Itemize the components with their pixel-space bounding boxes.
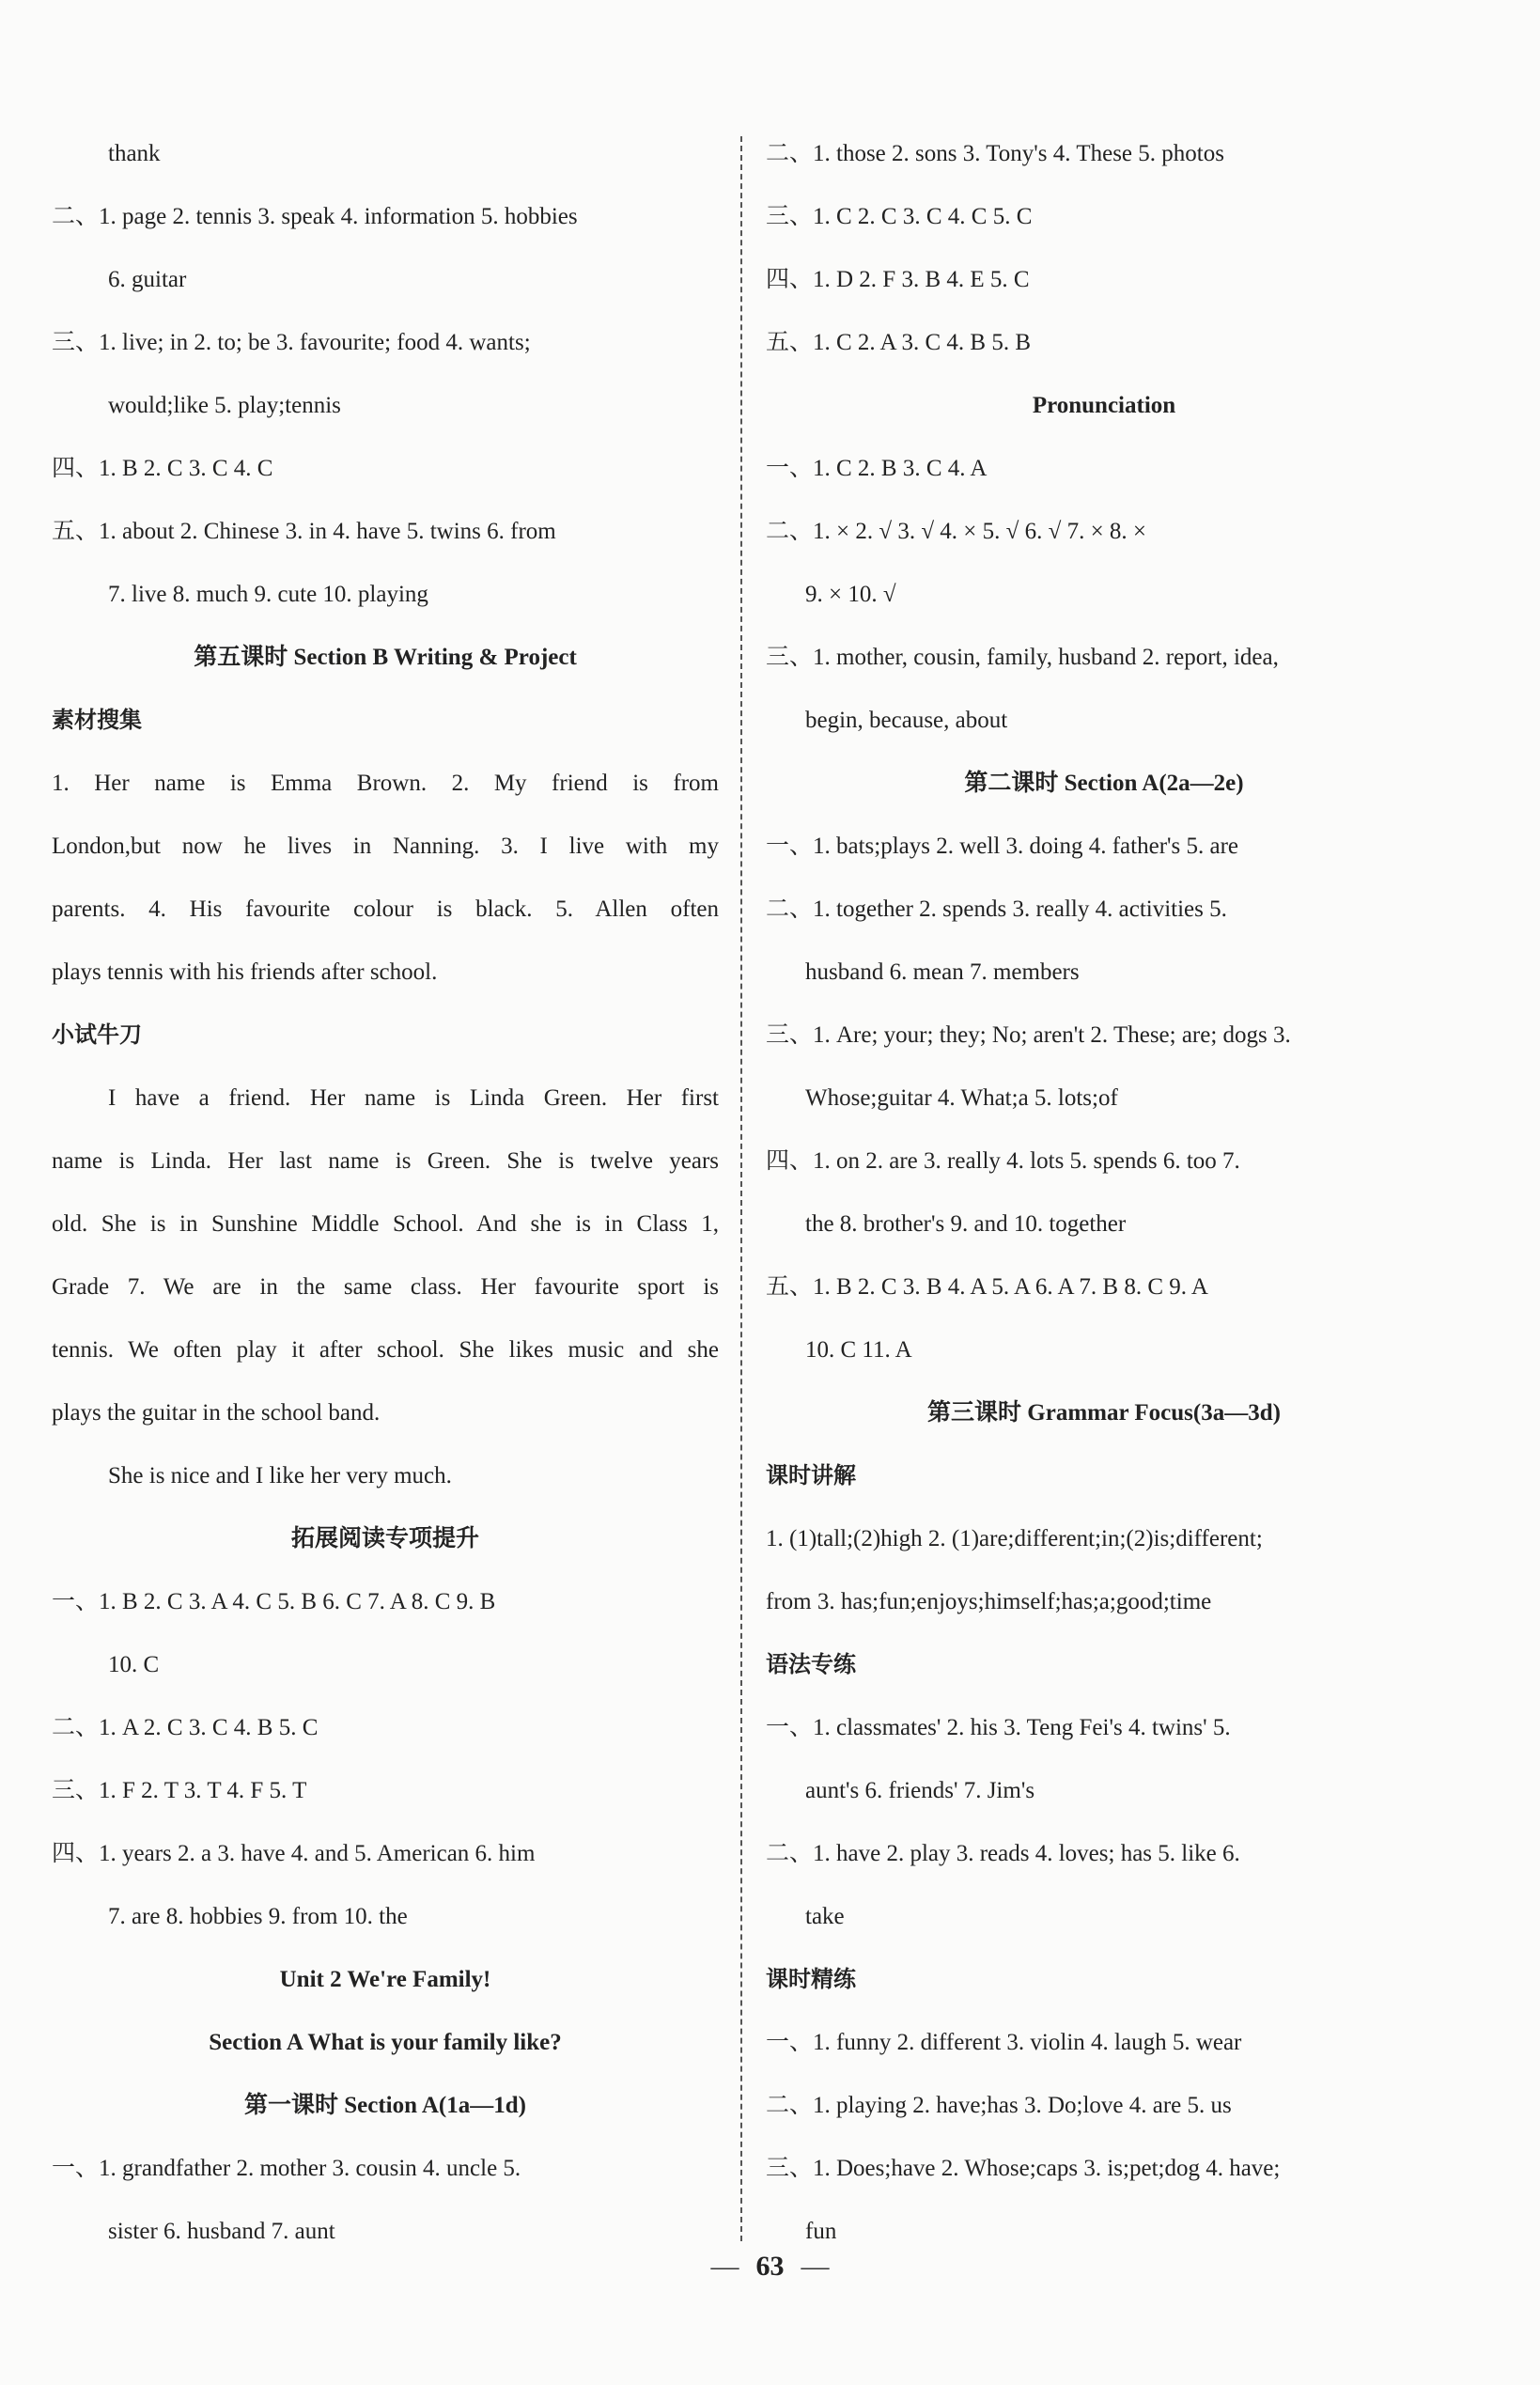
text-line: 一、1. grandfather 2. mother 3. cousin 4. uncle 5.: [52, 2156, 521, 2181]
column-divider: [740, 136, 742, 2241]
text-line: from 3. has;fun;enjoys;himself;has;a;good;time: [766, 1589, 1212, 1614]
text-line: 一、1. C 2. B 3. C 4. A: [766, 456, 988, 481]
text-line: 四、1. D 2. F 3. B 4. E 5. C: [766, 267, 1030, 292]
text-line: 第一课时 Section A(1a—1d): [243, 2093, 526, 2118]
text-line: 1. Her name is Emma Brown. 2. My friend is from: [52, 771, 719, 796]
text-line: 一、1. funny 2. different 3. violin 4. laugh 5. wear: [766, 2030, 1242, 2055]
text-line: 9. × 10. √: [805, 582, 896, 607]
text-line: 课时讲解: [766, 1462, 856, 1489]
text-line: 二、1. have 2. play 3. reads 4. loves; has 5. like 6.: [766, 1841, 1240, 1866]
page-number: 63: [755, 2251, 785, 2282]
text-line: 四、1. years 2. a 3. have 4. and 5. American 6. him: [52, 1841, 536, 1866]
text-line: 二、1. page 2. tennis 3. speak 4. information 5. hobbies: [52, 204, 578, 229]
text-line: She is nice and I like her very much.: [108, 1463, 452, 1489]
text-line: 一、1. classmates' 2. his 3. Teng Fei's 4. twins' 5.: [766, 1715, 1231, 1740]
text-line: 拓展阅读专项提升: [290, 1526, 479, 1551]
text-line: 一、1. B 2. C 3. A 4. C 5. B 6. C 7. A 8. C 9. B: [52, 1589, 496, 1614]
text-line: 课时精练: [766, 1966, 856, 1992]
page-number-footer: [0, 2251, 1540, 2283]
text-line: plays tennis with his friends after school.: [52, 959, 438, 985]
text-line: 第二课时 Section A(2a—2e): [964, 771, 1244, 796]
text-line: husband 6. mean 7. members: [805, 959, 1080, 985]
text-line: 三、1. C 2. C 3. C 4. C 5. C: [766, 204, 1033, 229]
text-line: sister 6. husband 7. aunt: [108, 2219, 335, 2244]
text-line: parents. 4. His favourite colour is black. 5. Allen often: [52, 896, 719, 922]
text-line: 五、1. C 2. A 3. C 4. B 5. B: [766, 330, 1031, 355]
text-line: 素材搜集: [52, 707, 142, 733]
text-line: 二、1. × 2. √ 3. √ 4. × 5. √ 6. √ 7. × 8. ×: [766, 519, 1147, 544]
text-line: London,but now he lives in Nanning. 3. I live with my: [52, 834, 719, 859]
text-line: 一、1. bats;plays 2. well 3. doing 4. father's 5. are: [766, 834, 1239, 859]
text-line: 10. C 11. A: [805, 1337, 912, 1363]
text-line: would;like 5. play;tennis: [108, 393, 341, 418]
text-line: 语法专练: [766, 1651, 856, 1677]
text-line: Unit 2 We're Family!: [279, 1967, 491, 1992]
page-dash-right: —: [801, 2251, 830, 2282]
page-dash-left: —: [710, 2251, 739, 2282]
text-line: 三、1. F 2. T 3. T 4. F 5. T: [52, 1778, 307, 1803]
text-line: Grade 7. We are in the same class. Her favourite sport is: [52, 1274, 719, 1300]
text-line: the 8. brother's 9. and 10. together: [805, 1211, 1127, 1237]
text-line: 三、1. Does;have 2. Whose;caps 3. is;pet;dog 4. have;: [766, 2156, 1281, 2181]
left-column: [52, 122, 719, 2263]
text-line: name is Linda. Her last name is Green. She is twelve years: [52, 1148, 719, 1174]
text-line: 三、1. live; in 2. to; be 3. favourite; food 4. wants;: [52, 330, 531, 355]
text-line: old. She is in Sunshine Middle School. And she is in Class 1,: [52, 1211, 719, 1237]
text-line: 五、1. B 2. C 3. B 4. A 5. A 6. A 7. B 8. C 9. A: [766, 1274, 1208, 1300]
text-line: thank: [108, 141, 161, 166]
text-line: Section A What is your family like?: [209, 2030, 562, 2055]
text-line: 二、1. together 2. spends 3. really 4. activities 5.: [766, 896, 1227, 922]
text-line: 二、1. those 2. sons 3. Tony's 4. These 5. photos: [766, 141, 1224, 166]
text-line: 第五课时 Section B Writing & Project: [194, 645, 577, 670]
text-line: 7. are 8. hobbies 9. from 10. the: [108, 1904, 408, 1929]
text-line: I have a friend. Her name is Linda Green. Her first: [108, 1085, 719, 1111]
text-line: 三、1. mother, cousin, family, husband 2. report, idea,: [766, 645, 1279, 670]
text-line: 7. live 8. much 9. cute 10. playing: [108, 582, 428, 607]
text-line: 10. C: [108, 1652, 160, 1677]
text-line: 二、1. playing 2. have;has 3. Do;love 4. are 5. us: [766, 2093, 1232, 2118]
text-line: 1. (1)tall;(2)high 2. (1)are;different;in;(2)is;different;: [766, 1526, 1263, 1551]
text-line: tennis. We often play it after school. She likes music and she: [52, 1337, 719, 1363]
text-line: plays the guitar in the school band.: [52, 1400, 381, 1426]
text-line: 三、1. Are; your; they; No; aren't 2. These; are; dogs 3.: [766, 1022, 1291, 1048]
text-line: 五、1. about 2. Chinese 3. in 4. have 5. twins 6. from: [52, 519, 556, 544]
text-line: 小试牛刀: [52, 1021, 142, 1048]
text-line: 6. guitar: [108, 267, 187, 292]
text-line: Pronunciation: [1032, 393, 1176, 418]
text-line: 二、1. A 2. C 3. C 4. B 5. C: [52, 1715, 319, 1740]
right-column: [766, 122, 1442, 2263]
text-line: begin, because, about: [805, 708, 1008, 733]
text-line: fun: [805, 2219, 837, 2244]
text-line: 四、1. on 2. are 3. really 4. lots 5. spends 6. too 7.: [766, 1148, 1240, 1174]
text-line: 四、1. B 2. C 3. C 4. C: [52, 456, 273, 481]
text-line: take: [805, 1904, 845, 1929]
text-line: 第三课时 Grammar Focus(3a—3d): [927, 1400, 1281, 1426]
text-line: Whose;guitar 4. What;a 5. lots;of: [805, 1085, 1118, 1111]
text-line: aunt's 6. friends' 7. Jim's: [805, 1778, 1035, 1803]
